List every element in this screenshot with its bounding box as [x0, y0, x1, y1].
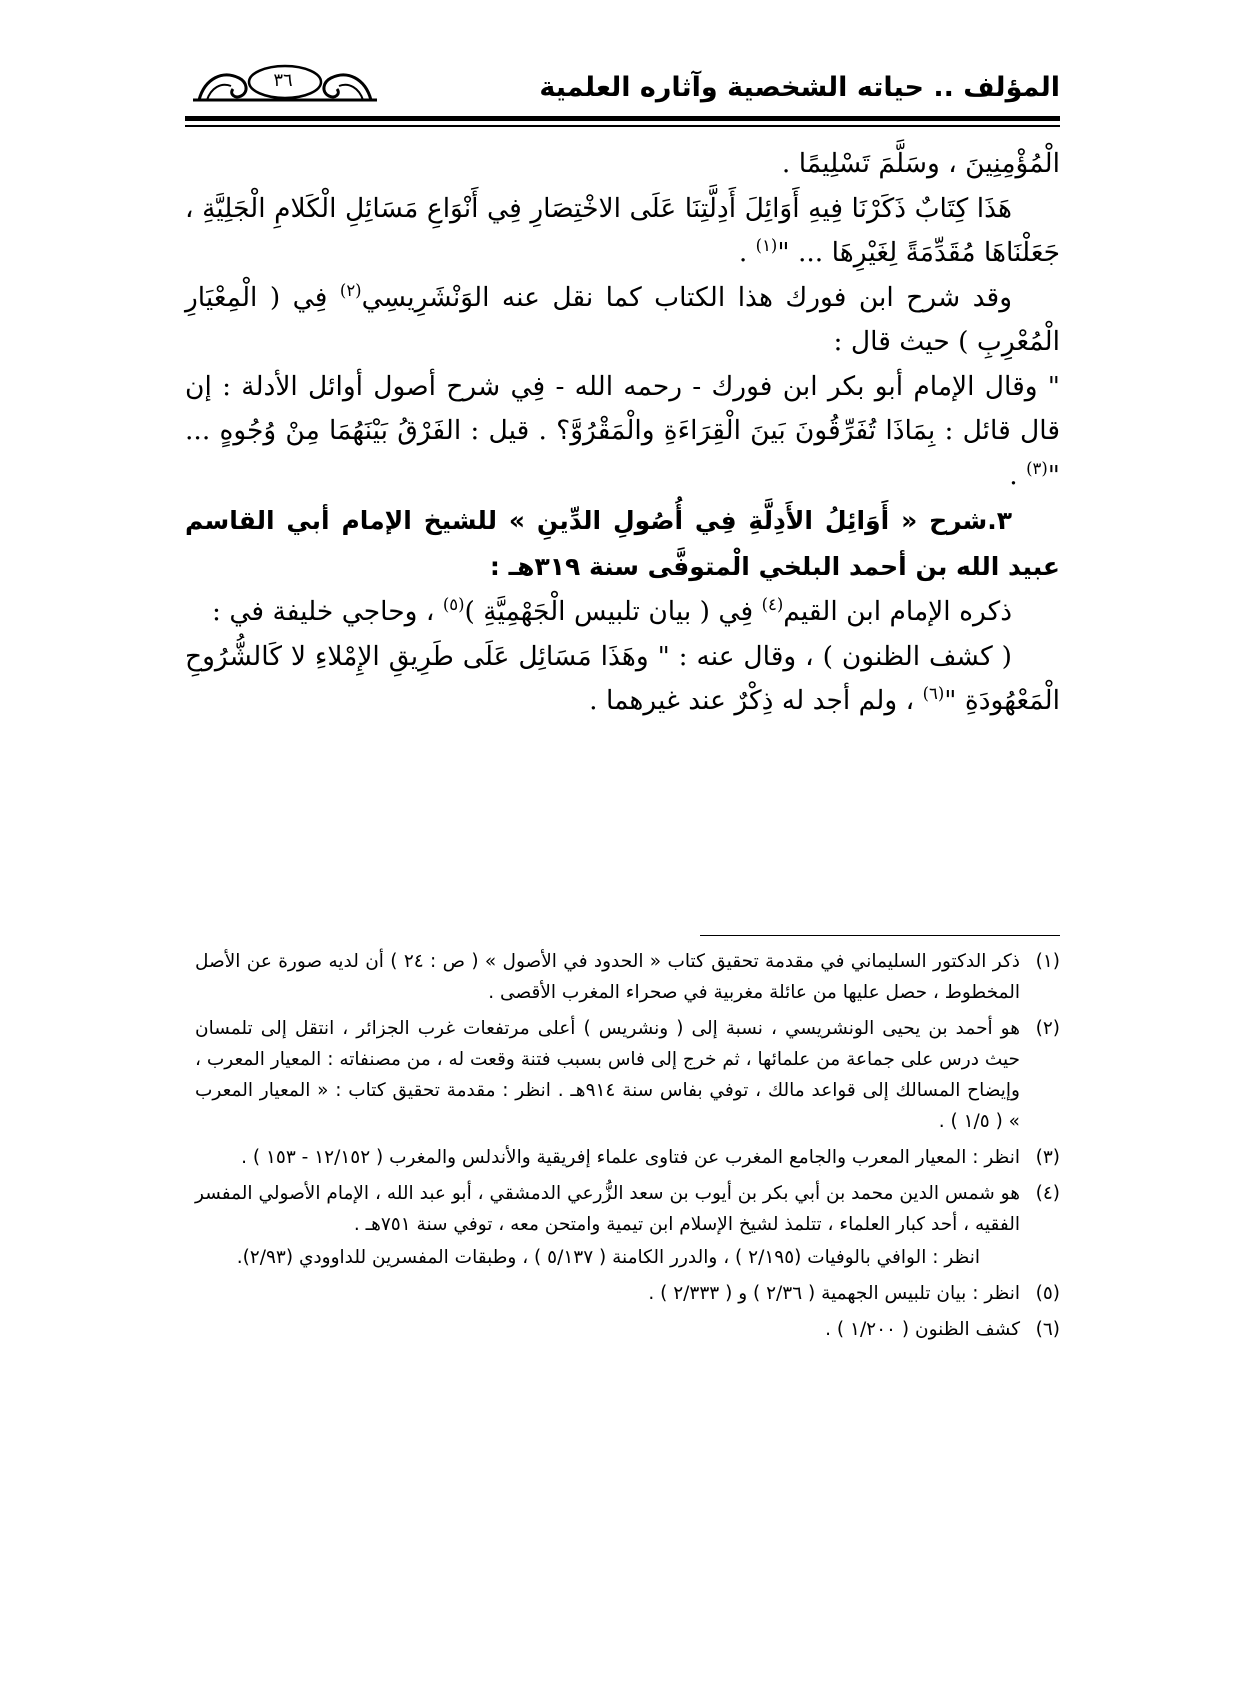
- page-header: [185, 56, 1060, 116]
- footnote-number: (١): [1035, 951, 1060, 972]
- chapter-title: المؤلف .. حياته الشخصية وآثاره العلمية: [539, 72, 1060, 103]
- footnote-ref-4[interactable]: (٤): [761, 595, 784, 615]
- main-text: [185, 142, 1060, 724]
- footnote-number: (٦): [1035, 1319, 1060, 1340]
- footnote-number: (٤): [1035, 1183, 1060, 1204]
- header-rule-thin: [185, 125, 1060, 127]
- footnote-4: (٤) هو شمس الدين محمد بن أبي بكر بن أيوب بن سعد الزُّرعي الدمشقي ، أبو عبد الله ، الإمام الأصولي المفسر الفقيه ، أحد كبار العلماء ، تتلمذ لشيخ الإسلام ابن تيمية وامتحن معه ، توفي سنة ٧٥١هـ . انظر : الوافي بالوفيات (٢/١٩٥ ) ، والدرر الكامنة ( ٥/١٣٧ ) ، وطبقات المفسرين للداوودي (٢/٩٣).: [195, 1178, 1060, 1273]
- footnote-number: (٣): [1035, 1147, 1060, 1168]
- footnote-2: (٢) هو أحمد بن يحيى الونشريسي ، نسبة إلى ( ونشريس ) أعلى مرتفعات غرب الجزائر ، انتقل إلى تلمسان حيث درس على جماعة من علمائها ، ثم خرج إلى فاس بسبب فتنة وقعت له ، من مصنفاته : المعيار المعرب ، وإيضاح المسالك إلى قواعد مالك ، توفي بفاس سنة ٩١٤هـ . انظر : مقدمة تحقيق كتاب : « المعيار المعرب » ( ١/٥ ) .: [195, 1013, 1060, 1137]
- footnote-3: (٣) انظر : المعيار المعرب والجامع المغرب عن فتاوى علماء إفريقية والأندلس والمغرب ( ١٢/١٥٢ - ١٥٣ ) .: [195, 1142, 1060, 1173]
- footnote-ref-2[interactable]: (٢): [339, 280, 362, 300]
- header-rule: [185, 116, 1060, 121]
- page-number: ٣٦: [273, 70, 293, 91]
- quote-text: هَذَا كِتَابٌ ذَكَرْنَا فِيهِ أَوَائِلَ أَدِلَّتِنَا عَلَى الاخْتِصَارِ فِي أَنْوَاعِ مَسَائِلِ الْكَلامِ الْجَلِيَّةِ ، جَعَلْنَاهَا مُقَدِّمَةً لِغَيْرِهَا ... ": [185, 192, 1060, 268]
- paragraph-3: وقد شرح ابن فورك هذا الكتاب كما نقل عنه الوَنْشَرِيسِي$^{(٢)}$ فِي ( الْمِعْيَارِ الْمُعْرِبِ ) حيث قال :: [185, 280, 1060, 357]
- paragraph-2: هَذَا كِتَابٌ ذَكَرْنَا فِيهِ أَوَائِلَ أَدِلَّتِنَا عَلَى الاخْتِصَارِ فِي أَنْوَاعِ مَسَائِلِ الْكَلامِ الْجَلِيَّةِ ، جَعَلْنَاهَا مُقَدِّمَةً لِغَيْرِهَا ... "$^{(١)}$ .: [185, 192, 1060, 268]
- paragraph-6: ( كشف الظنون ) ، وقال عنه : " وهَذَا مَسَائِل عَلَى طَرِيقِ الإِمْلاءِ لا كَالشُّرُوحِ الْمَعْهُودَةِ "$^{(٦)}$ ، ولم أجد له ذِكْرٌ عند غيرهما .: [185, 640, 1060, 716]
- footnote-1: (١) ذكر الدكتور السليماني في مقدمة تحقيق كتاب « الحدود في الأصول » ( ص : ٢٤ ) أن لديه صورة عن الأصل المخطوط ، حصل عليها من عائلة مغربية في صحراء المغرب الأقصى .: [195, 946, 1060, 1008]
- footnote-number: (٥): [1035, 1283, 1060, 1304]
- footnote-number: (٢): [1035, 1018, 1060, 1039]
- paragraph-1: الْمُؤْمِنِينَ ، وسَلَّمَ تَسْلِيمًا .: [781, 148, 1060, 179]
- paragraph-5: ذكره الإمام ابن القيم$^{(٤)}$ فِي ( بيان تلبيس الْجَهْمِيَّةِ )$^{(٥)}$ ، وحاجي خليفة في :: [211, 595, 1012, 627]
- footnote-6: (٦) كشف الظنون ( ١/٢٠٠ ) .: [195, 1314, 1060, 1345]
- footnote-ref-6[interactable]: (٦): [922, 684, 945, 704]
- footnote-ref-5[interactable]: (٥): [442, 595, 465, 615]
- footnote-ref-1[interactable]: (١): [755, 236, 778, 256]
- footnote-5: (٥) انظر : بيان تلبيس الجهمية ( ٢/٣٦ ) و ( ٢/٣٣٣ ) .: [195, 1278, 1060, 1309]
- footnote-4-sources: انظر : الوافي بالوفيات (٢/١٩٥ ) ، والدرر الكامنة ( ٥/١٣٧ ) ، وطبقات المفسرين للداوودي (٢/٩٣).: [236, 1247, 980, 1268]
- paragraph-4: " وقال الإمام أبو بكر ابن فورك - رحمه الله - فِي شرح أصول أوائل الأدلة : إن قال قائل : بِمَاذَا تُفَرِّقُونَ بَينَ الْقِرَاءَةِ والْمَقْرُوَّ؟ . قيل : الفَرْقُ بَيْنَهُمَا مِنْ وُجُوهٍ ... "$^{(٣)}$ .: [185, 370, 1060, 491]
- section-heading: ٣.شرح « أَوَائِلُ الأَدِلَّةِ فِي أُصُولِ الدِّينِ » للشيخ الإمام أبي القاسم عبيد الله بن أحمد البلخي الْمتوفَّى سنة ٣١٩هـ :: [185, 506, 1060, 581]
- footnotes: [195, 946, 1060, 1350]
- footnote-ref-3[interactable]: (٣): [1026, 458, 1048, 478]
- footnote-separator: [700, 935, 1060, 936]
